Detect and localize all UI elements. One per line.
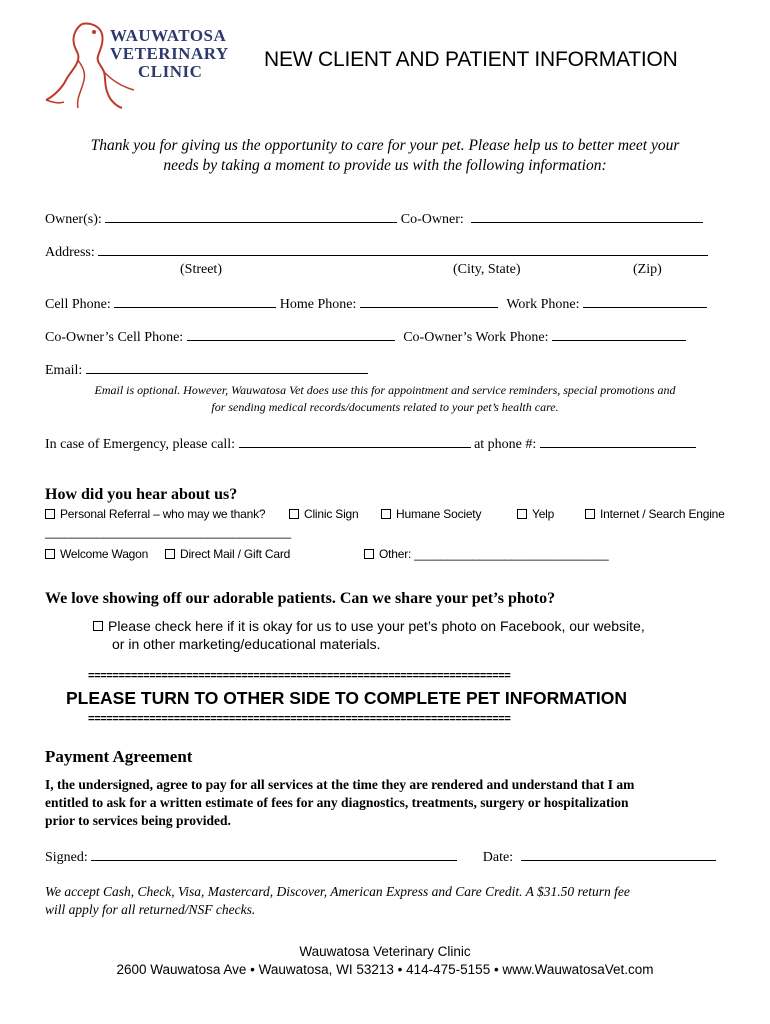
email-label: Email: [45, 363, 83, 378]
checkbox[interactable] [289, 509, 299, 519]
payment-text-1: I, the undersigned, agree to pay for all services at the time they are rendered and understand that I am [45, 777, 635, 792]
option-referral[interactable] [45, 507, 265, 521]
option-label: Internet / Search Engine [600, 507, 725, 521]
address-label: Address: [45, 245, 95, 260]
checkbox[interactable] [364, 549, 374, 559]
payment-methods-2: will apply for all returned/NSF checks. [45, 902, 256, 917]
option-label: Other: ______________________________ [379, 547, 609, 561]
hear-about-heading: How did you hear about us? [45, 486, 238, 503]
option-label: Welcome Wagon [60, 547, 149, 561]
checkbox[interactable] [45, 509, 55, 519]
signature-row [45, 848, 716, 866]
option-direct-mail[interactable] [165, 547, 290, 561]
date-label: Date: [482, 850, 514, 865]
checkbox[interactable] [517, 509, 527, 519]
co-owner-cell-label: Co-Owner’s Cell Phone: [45, 330, 184, 345]
street-hint: (Street) [180, 262, 222, 277]
option-label: Yelp [532, 507, 555, 521]
checkbox[interactable] [381, 509, 391, 519]
logo-text-1: WAUWATOSA [110, 26, 227, 45]
cell-phone-label: Cell Phone: [45, 297, 111, 312]
option-clinic-sign[interactable] [289, 507, 359, 521]
checkbox[interactable] [45, 549, 55, 559]
zip-hint: (Zip) [633, 262, 662, 277]
intro-line-2: needs by taking a moment to provide us with the following information: [163, 157, 607, 174]
co-owner-work-label: Co-Owner’s Work Phone: [403, 330, 549, 345]
turn-over-banner: PLEASE TURN TO OTHER SIDE TO COMPLETE PET INFORMATION [66, 688, 627, 708]
signature-field[interactable] [91, 848, 457, 861]
referral-name-field[interactable]: ______________________________________ [45, 525, 292, 539]
footer-address: 2600 Wauwatosa Ave • Wauwatosa, WI 53213 • 414-475-5155 • www.WauwatosaVet.com [116, 962, 654, 977]
separator-bottom: ===================================================================== [88, 713, 511, 725]
owners-row [45, 210, 703, 228]
option-internet[interactable] [585, 507, 725, 521]
co-owner-phones-row [45, 328, 686, 346]
co-owner-cell-field[interactable] [187, 328, 395, 341]
separator-top: ===================================================================== [88, 670, 511, 682]
co-owner-work-field[interactable] [552, 328, 686, 341]
email-row [45, 361, 368, 379]
photo-consent-text-2: or in other marketing/educational materials. [112, 636, 381, 652]
phones-row [45, 295, 707, 313]
option-other[interactable] [364, 547, 609, 561]
work-phone-label: Work Phone: [506, 297, 580, 312]
cell-phone-field[interactable] [114, 295, 276, 308]
footer-clinic-name: Wauwatosa Veterinary Clinic [299, 944, 471, 959]
option-yelp[interactable] [517, 507, 554, 521]
checkbox[interactable] [165, 549, 175, 559]
email-field[interactable] [86, 361, 368, 374]
option-label: Humane Society [396, 507, 482, 521]
at-phone-label: at phone #: [474, 437, 537, 452]
intro-line-1: Thank you for giving us the opportunity to care for your pet. Please help us to better meet your [90, 137, 680, 154]
address-row [45, 243, 708, 261]
option-humane-society[interactable] [381, 507, 481, 521]
emergency-label: In case of Emergency, please call: [45, 437, 236, 452]
emergency-row [45, 435, 696, 453]
emergency-contact-field[interactable] [239, 435, 471, 448]
email-note-1: Email is optional. However, Wauwatosa Vet does use this for appointment and service reminders, special promotions and [94, 383, 676, 397]
owners-label: Owner(s): [45, 212, 102, 227]
clinic-logo [42, 20, 232, 112]
photo-consent-checkbox[interactable] [93, 621, 103, 631]
payment-text-2: entitled to ask for a written estimate of fees for any diagnostics, treatments, surgery or hospitalization [45, 795, 629, 810]
page-title: NEW CLIENT AND PATIENT INFORMATION [264, 48, 678, 71]
emergency-phone-field[interactable] [540, 435, 696, 448]
photo-heading: We love showing off our adorable patients. Can we share your pet’s photo? [45, 590, 556, 607]
option-welcome-wagon[interactable] [45, 547, 148, 561]
payment-heading: Payment Agreement [45, 747, 193, 766]
owners-field[interactable] [105, 210, 397, 223]
photo-consent-text-1: Please check here if it is okay for us to use your pet’s photo on Facebook, our website, [108, 618, 645, 634]
option-label: Direct Mail / Gift Card [180, 547, 291, 561]
photo-consent[interactable] [93, 618, 645, 634]
logo-text-3: CLINIC [138, 62, 203, 81]
home-phone-field[interactable] [360, 295, 498, 308]
city-state-hint: (City, State) [453, 262, 521, 277]
option-label: Personal Referral – who may we thank? [60, 507, 266, 521]
home-phone-label: Home Phone: [279, 297, 357, 312]
payment-text-3: prior to services being provided. [45, 813, 231, 828]
co-owner-label: Co-Owner: [400, 212, 464, 227]
date-field[interactable] [521, 848, 716, 861]
address-field[interactable] [98, 243, 708, 256]
email-note-2: for sending medical records/documents related to your pet’s health care. [211, 400, 559, 414]
work-phone-field[interactable] [583, 295, 707, 308]
option-label: Clinic Sign [304, 507, 359, 521]
payment-methods-1: We accept Cash, Check, Visa, Mastercard, Discover, American Express and Care Credit. A $31.50 return fee [45, 884, 630, 899]
signed-label: Signed: [45, 850, 88, 865]
logo-text-2: VETERINARY [110, 44, 229, 63]
co-owner-field[interactable] [471, 210, 703, 223]
checkbox[interactable] [585, 509, 595, 519]
